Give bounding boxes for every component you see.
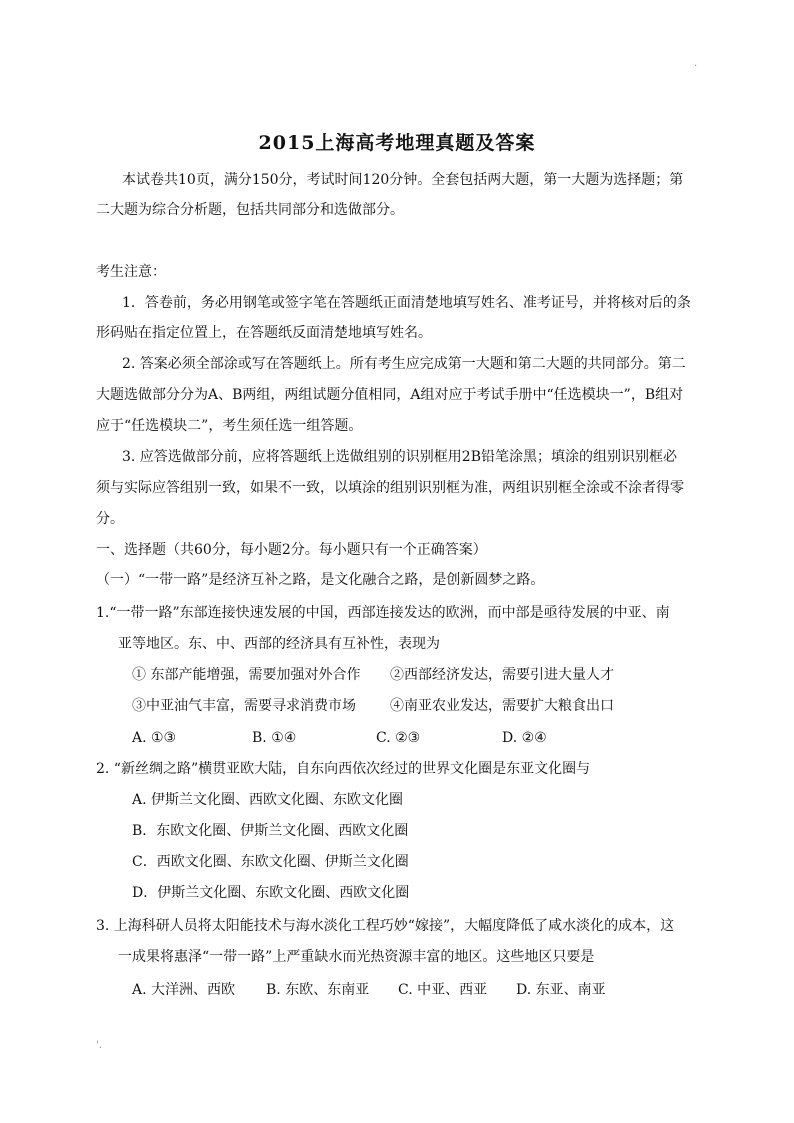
subsection-heading: （一）“一带一路”是经济互补之路，是文化融合之路，是创新圆梦之路。 [96,572,545,588]
q2-stem: 2. “新丝绸之路”横贯亚欧大陆，自东向西依次经过的世界文化圈是东亚文化圈与 [96,761,591,777]
q3-option-b: B. 东欧、东南亚 [266,982,370,998]
q3-option-a: A. 大洋洲、西欧 [132,982,236,998]
notice-heading: 考生注意： [96,264,166,280]
q1-option-a: A. ①③ [132,730,177,746]
q1-statement-2: ②西部经济发达，需要引进大量人才 [390,667,614,683]
section-heading: 一、选择题（共60分，每小题2分。每小题只有一个正确答案） [96,542,487,558]
q2-option-b: B．东欧文化圈、伊斯兰文化圈、西欧文化圈 [132,823,409,839]
q3-stem-line-1: 3. 上海科研人员将太阳能技术与海水淡化工程巧妙“嫁接”，大幅度降低了咸水淡化的成本，这 [96,918,675,934]
page-title: 2015上海高考地理真题及答案 [258,132,536,154]
q1-statement-4: ④南亚农业发达，需要扩大粮食出口 [390,698,614,714]
q1-stem-line-1: 1.“一带一路”东部连接快速发展的中国，西部连接发达的欧洲，而中部是亟待发展的中亚、南 [96,605,670,621]
q2-option-a: A. 伊斯兰文化圈、西欧文化圈、东欧文化圈 [132,792,404,808]
q1-stem-line-2: 亚等地区。东、中、西部的经济具有互补性，表现为 [118,636,440,652]
q1-statement-1: ① 东部产能增强，需要加强对外合作 [132,667,361,683]
notice-line-8: 分。 [96,511,124,527]
notice-line-5: 应于“任选模块二”，考生须任选一组答题。 [96,418,363,434]
q1-statement-3: ③中亚油气丰富，需要寻求消费市场 [132,698,356,714]
notice-line-2: 形码贴在指定位置上，在答题纸反面清楚地填写姓名。 [96,325,432,341]
q1-option-b: B. ①④ [252,730,297,746]
q1-option-d: D. ②④ [502,730,547,746]
q3-stem-line-2: 一成果将惠泽“一带一路”上严重缺水而光热资源丰富的地区。这些地区只要是 [118,949,595,965]
bottom-left-mark: '. [96,1040,102,1051]
q1-option-c: C. ②③ [376,730,421,746]
q2-option-c: C．西欧文化圈、东欧文化圈、伊斯兰文化圈 [132,854,409,870]
q3-option-d: D. 东亚、南亚 [516,982,606,998]
q3-option-c: C. 中亚、西亚 [398,982,488,998]
intro-line-2: 二大题为综合分析题，包括共同部分和选做部分。 [96,202,404,218]
notice-line-3: 2. 答案必须全部涂或写在答题纸上。所有考生应完成第一大题和第二大题的共同部分。第二 [122,356,686,372]
notice-line-4: 大题选做部分分为A、B两组，两组试题分值相同，A组对应于考试手册中“任选模块一”，B组对 [96,387,684,403]
notice-line-1: 1．答卷前，务必用钢笔或签字笔在答题纸正面清楚地填写姓名、准考证号，并将核对后的条 [122,295,691,311]
notice-line-7: 须与实际应答组别一致，如果不一致，以填涂的组别识别框为准，两组识别框全涂或不涂者得零 [96,480,684,496]
intro-line-1: 本试卷共10页，满分150分，考试时间120分钟。全套包括两大题，第一大题为选择题；第 [122,172,684,188]
notice-line-6: 3. 应答选做部分前，应将答题纸上选做组别的识别框用2B铅笔涂黑；填涂的组别识别框必 [122,449,678,465]
top-right-mark: . [694,58,698,69]
q2-option-d: D．伊斯兰文化圈、东欧文化圈、西欧文化圈 [132,885,410,901]
